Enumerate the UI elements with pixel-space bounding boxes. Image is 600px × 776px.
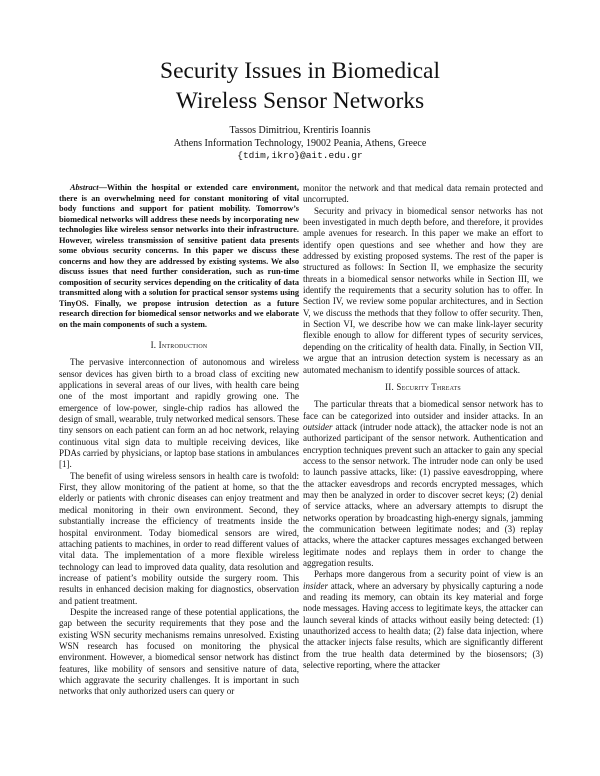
author-names: Tassos Dimitriou, Krentiris Ioannis: [229, 125, 371, 136]
right-column: [303, 183, 543, 671]
intro-paragraph-1: The pervasive interconnection of autonomous and wireless sensor devices has given birth to a broad class of exciting new applications in several areas of our lives, with health care being one of the most important and rapidly growing one. The emergence of low-power, single-chip radios has allowed the design of small, wearable, truly networked medical sensors. These tiny sensors on each patient can form an ad hoc network, relaying continuous vital sign data to multiple receiving devices, like PDAs carried by physicians, or laptop base stations in ambulances [1].: [59, 357, 299, 470]
title-line-2: Wireless Sensor Networks: [175, 88, 425, 114]
left-column: [59, 183, 299, 698]
author-email: {tdim,ikro}@ait.edu.gr: [237, 150, 363, 161]
abstract-text: —Within the hospital or extended care environment, there is an overwhelming need for constant monitoring of vital body functions and support for patient mobility. Tomorrow’s biomedical networks will address these needs by incorporating new technologies like wireless sensor networks into their infrastructure. However, wireless transmission of sensitive patient data presents some obvious security concerns. In this paper we discuss these concerns and how they are addressed by existing systems. We also discuss issues that need further consideration, such as run-time composition of security services depending on the criticality of data transmitted along with a solution for practical sensor systems using TinyOS. Finally, we propose intrusion detection as a future research direction for biomedical sensor networks and we elaborate on the main components of such a system.: [59, 183, 299, 329]
intro-paragraph-3-continued: monitor the network and that medical data remain protected and uncorrupted.: [303, 183, 543, 205]
threats-p1-emphasis: outsider: [303, 421, 333, 432]
abstract-label: Abstract: [70, 183, 99, 192]
threats-p2-emphasis: insider: [303, 580, 329, 591]
author-affiliation: Athens Information Technology, 19002 Peania, Athens, Greece: [173, 137, 427, 149]
intro-paragraph-2: The benefit of using wireless sensors in health care is twofold: First, they allow monitoring of the patient at home, so that the elderly or patients with chronic diseases can enjoy treatment and medical monitoring in their own environment. Second, they substantially increase the efficiency of treatments inside the hospital environment. Today biomedical sensors are wired, attaching patients to machines, in order to read different values of vital data. The implementation of a more flexible wireless technology can lead to improved data quality, data resolution and increase of patient’s mobility outside the surgery room. This results in enhanced decision making for diagnostics, observation and patient treatment.: [59, 470, 299, 606]
author-block: [0, 125, 600, 163]
intro-paragraph-4: Security and privacy in biomedical sensor networks has not been investigated in much depth before, and therefore, it provides ample avenues for research. In this paper we make an effort to identify open questions and see whether and how they are addressed by existing proposed systems. The rest of the paper is structured as follows: In Section II, we emphasize the security threats in a biomedical sensor networks while in Section III, we identify the requirements that a security solution has to offer. In Section IV, we review some popular architectures, and in Section V, we discuss the methods that they follow to offer security. Then, in Section VI, we describe how we can make link-layer security flexible enough to allow for different types of security services, depending on the criticality of health data. Finally, in Section VII, we argue that an intrusion detection system is necessary as an automated mechanism to identify possible sources of attack.: [303, 205, 543, 375]
threats-p2-text-a: Perhaps more dangerous from a security point of view is an: [314, 569, 543, 580]
abstract: [59, 183, 299, 330]
section-heading-security-threats: II. Security Threats: [385, 381, 461, 392]
section-heading-introduction: I. Introduction: [150, 340, 208, 350]
paper-title: [0, 56, 600, 116]
title-line-1: Security Issues in Biomedical: [160, 58, 440, 84]
intro-paragraph-3: Despite the increased range of these potential applications, the gap between the security requirements that they pose and the existing WSN security mechanisms remains unresolved. Existing WSN research has focused on monitoring the physical environment. However, a biomedical sensor network has distinct features, like mobility of sensors and sensitive nature of data, which aggravate the security challenges. It is important in such networks that only authorized users can query or: [59, 606, 299, 697]
threats-paragraph-1: [303, 399, 543, 569]
threats-p1-text-b: attack (intruder node attack), the attacker node is not an authorized participant of the sensor network. Authentication and encryption techniques prevent such an attacker to gain any special access to the sensor network. The intruder node can only be used to launch passive attacks, like: (1) passive eavesdropping, where the attacker eavesdrops and records encrypted messages, which may then be analyzed in order to discover secret keys; (2) denial of service attacks, where an adversary attempts to disrupt the networks operation by broadcasting high-energy signals, jamming the communication between legitimate nodes; and (3) replay attacks, where the attacker captures messages exchanged between legitimate nodes and replays them in order to change the aggregation results.: [303, 421, 543, 568]
threats-p1-text-a: The particular threats that a biomedical sensor network has to face can be categorized into outsider and insider attacks. In an: [303, 399, 543, 421]
threats-paragraph-2: [303, 569, 543, 671]
threats-p2-text-b: attack, where an adversary by physically capturing a node and reading its memory, can obtain its key material and forge node messages. Having access to legitimate keys, the attacker can launch several kinds of attacks without easily being detected: (1) unauthorized access to health data; (2) false data injection, where the attacker injects false results, which are significantly different from the true health data determined by the biosensors; (3) selective reporting, where the attacker: [303, 580, 543, 671]
